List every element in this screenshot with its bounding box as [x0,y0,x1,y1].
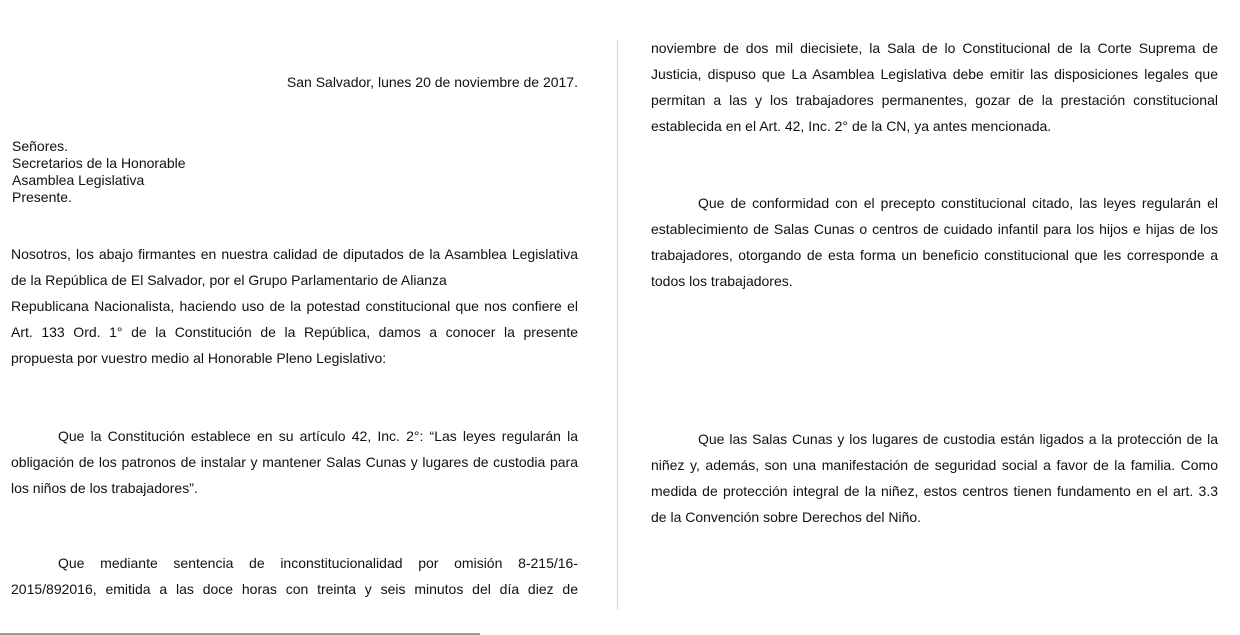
nursery-paragraph [651,426,1218,530]
address-line-secretaries: Secretarios de la Honorable [12,155,186,171]
sentence-line: Que mediante sentencia de inconstitucionalidad por omisión 8-215/16- [58,555,578,571]
conformity-line: trabajadores, otorgando de esta forma un beneficio constitucional que les corresponde a [651,247,1218,263]
intro-line: Republicana Nacionalista, haciendo uso de la potestad constitucional que nos confiere el [11,298,578,314]
address-line-salutation: Señores. [12,138,69,154]
constitution-paragraph [11,423,578,501]
address-line-present: Presente. [12,189,72,205]
nursery-line: Que las Salas Cunas y los lugares de custodia están ligados a la protección de la [698,431,1218,447]
constitution-line: los niños de los trabajadores”. [11,480,198,496]
sentence-continuation-line: noviembre de dos mil diecisiete, la Sala de lo Constitucional de la Corte Suprema de [651,40,1218,56]
address-line-assembly: Asamblea Legislativa [12,172,145,188]
sentence-continuation-paragraph [651,35,1218,139]
conformity-line: establecimiento de Salas Cunas o centros de cuidado infantil para los hijos e hijas de los [651,221,1218,237]
date-line: San Salvador, lunes 20 de noviembre de 2017. [286,74,578,90]
sentence-line: 2015/892016, emitida a las doce horas con treinta y seis minutos del día diez de [11,581,578,597]
intro-line: Nosotros, los abajo firmantes en nuestra calidad de diputados de la Asamblea Legislativa [11,246,578,262]
sentence-continuation-line: establecida en el Art. 42, Inc. 2° de la CN, ya antes mencionada. [651,118,1052,134]
recipient-address [12,138,186,206]
left-page-column [0,0,600,635]
sentence-continuation-line: permitan a las y los trabajadores permanentes, gozar de la prestación constitucional [651,92,1218,108]
right-page-column [618,0,1240,635]
intro-line: propuesta por vuestro medio al Honorable Pleno Legislativo: [11,350,387,366]
intro-paragraph [11,241,578,371]
intro-line: Art. 133 Ord. 1° de la Constitución de la República, damos a conocer la presente [11,324,578,340]
sentence-continuation-line: Justicia, dispuso que La Asamblea Legislativa debe emitir las disposiciones legales que [651,66,1218,82]
nursery-line: de la Convención sobre Derechos del Niño. [651,509,922,525]
sentence-paragraph [11,550,578,602]
constitution-line: obligación de los patronos de instalar y mantener Salas Cunas y lugares de custodia para [11,454,578,470]
nursery-line: niñez y, además, son una manifestación de seguridad social a favor de la familia. Como [651,457,1218,473]
conformity-paragraph [651,190,1218,294]
conformity-line: Que de conformidad con el precepto constitucional citado, las leyes regularán el [698,195,1218,211]
nursery-line: medida de protección integral de la niñez, estos centros tienen fundamento en el art. 3.3 [651,483,1218,499]
conformity-line: todos los trabajadores. [651,273,793,289]
intro-line: de la República de El Salvador, por el Grupo Parlamentario de Alianza [11,272,447,288]
constitution-line: Que la Constitución establece en su artículo 42, Inc. 2°: “Las leyes regularán la [58,428,578,444]
